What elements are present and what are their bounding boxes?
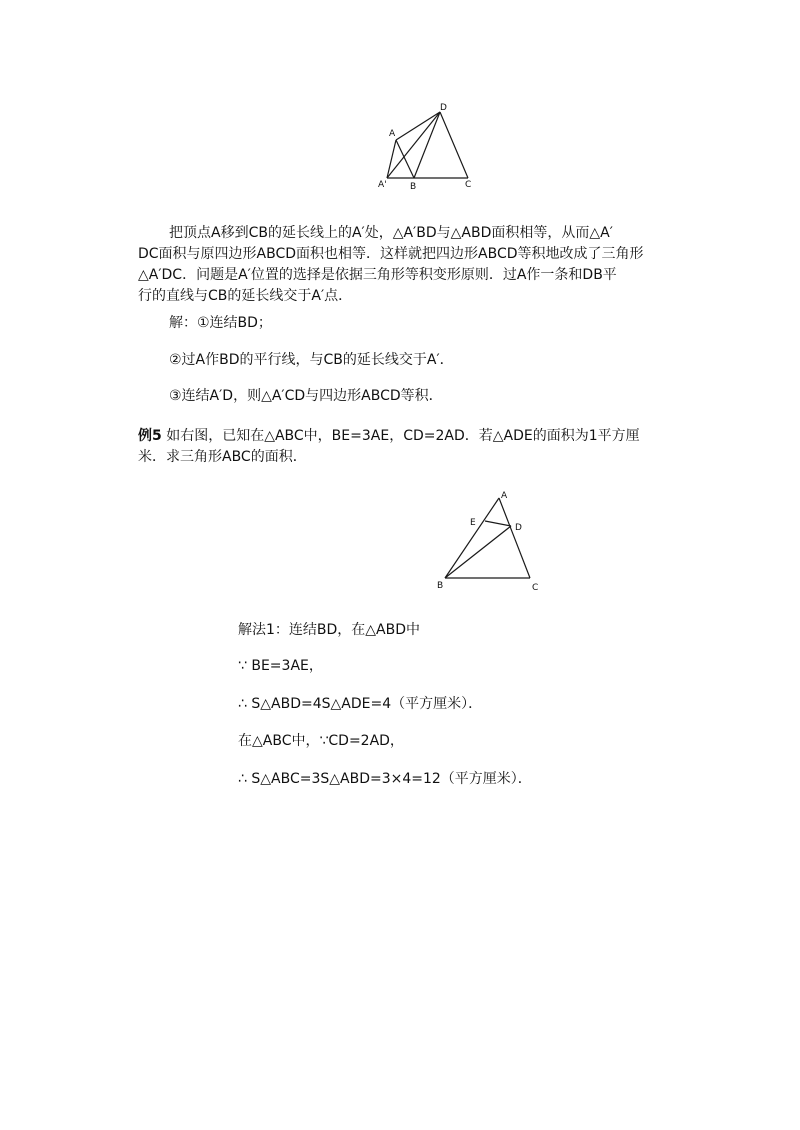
analysis-paragraph — [138, 223, 644, 307]
segment-BD — [414, 112, 440, 178]
label-C: C — [532, 583, 539, 593]
segment-DC — [440, 112, 468, 178]
example5-label: 例5 — [138, 428, 162, 444]
analysis-line: △A′DC．问题是A′位置的选择是依据三角形等积变形原则．过A作一条和DB平 — [138, 267, 617, 283]
label-B: B — [437, 581, 444, 591]
label-A: A — [501, 491, 508, 501]
method1-line: 在△ABC中，∵CD=2AD， — [238, 733, 404, 749]
segment-AD — [396, 112, 440, 140]
solution-step-2: ②过A作BD的平行线，与CB的延长线交于A′． — [169, 352, 454, 368]
segment-AB — [445, 498, 499, 578]
label-E: E — [470, 518, 476, 528]
label-D: D — [440, 103, 447, 113]
example5-line-1: 如右图，已知在△ABC中，BE=3AE，CD=2AD．若△ADE的面积为1平方厘 — [166, 428, 640, 444]
figure-quadrilateral — [370, 100, 490, 195]
label-A-prime: A' — [378, 180, 387, 190]
analysis-line: 把顶点A移到CB的延长线上的A′处，△A′BD与△ABD面积相等，从而△A′ — [169, 225, 613, 241]
label-C: C — [465, 180, 472, 190]
example5-line-2: 米．求三角形ABC的面积． — [138, 449, 307, 465]
analysis-line: 行的直线与CB的延长线交于A′点． — [138, 288, 353, 304]
segment-AB — [396, 140, 414, 178]
figure-triangle — [430, 488, 550, 598]
solution-step-1: 解：①连结BD； — [169, 315, 272, 331]
segment-AC — [499, 498, 530, 578]
analysis-line: DC面积与原四边形ABCD面积也相等．这样就把四边形ABCD等积地改成了三角形 — [138, 246, 644, 262]
method1-line: ∴ S△ABD=4S△ADE=4（平方厘米）． — [238, 696, 483, 712]
example5-problem — [138, 426, 640, 468]
segment-BD — [445, 526, 511, 578]
segment-ED — [485, 521, 511, 526]
label-B: B — [410, 182, 417, 192]
method1-line: ∵ BE=3AE， — [238, 658, 323, 674]
label-A: A — [389, 129, 396, 139]
solution-step-3: ③连结A′D，则△A′CD与四边形ABCD等积． — [169, 388, 443, 404]
method1-line: 解法1：连结BD，在△ABD中 — [238, 622, 421, 638]
label-D: D — [515, 523, 522, 533]
method1-line: ∴ S△ABC=3S△ABD=3×4=12（平方厘米）． — [238, 771, 532, 787]
